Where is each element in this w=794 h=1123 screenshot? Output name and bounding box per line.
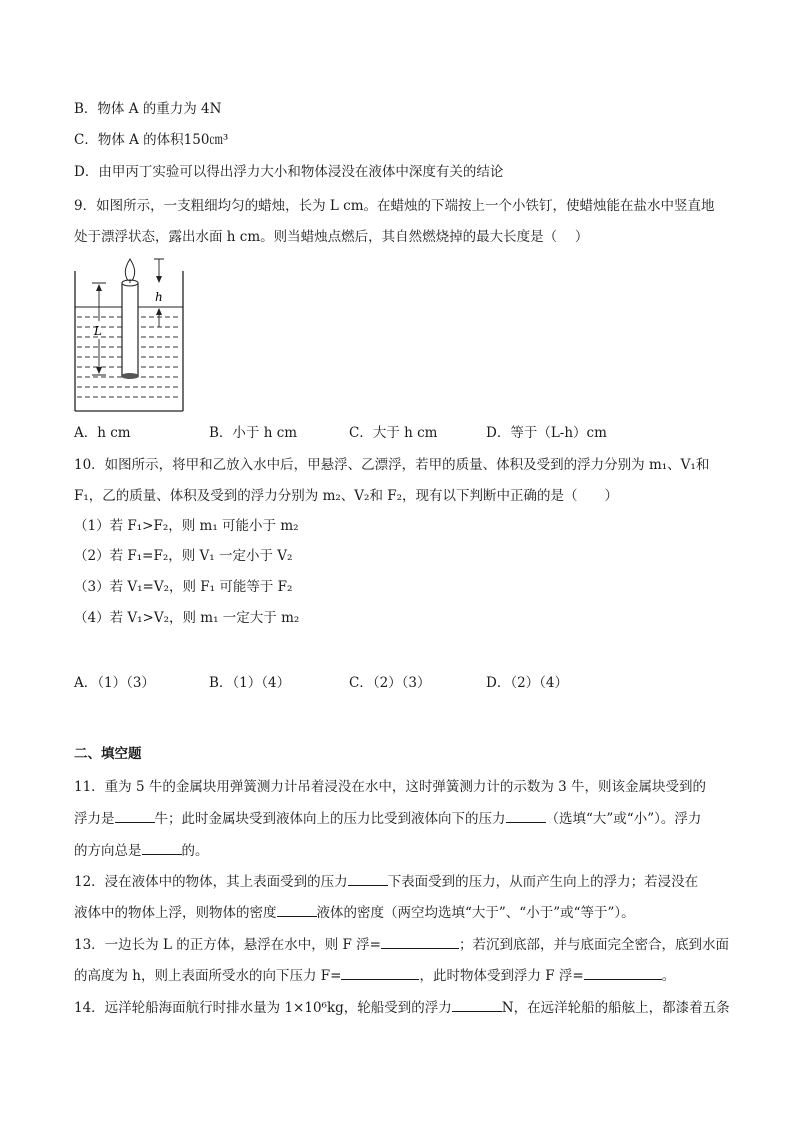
q9-option-a: A．h cm (74, 425, 131, 441)
q12-text-c: 液体中的物体上浮，则物体的密度 (74, 905, 277, 921)
q10-option-c: C．（2）（3） (349, 675, 431, 691)
q9-label-L: L (94, 324, 102, 338)
q10-option-a: A．（1）（3） (74, 675, 155, 691)
q14-text-b: N，在远洋轮船的船舷上，都漆着五条 (501, 1000, 730, 1016)
q10-statement-1: （1）若 F₁>F₂，则 m₁ 可能小于 m₂ (74, 518, 299, 534)
q11-text-e: 的。 (181, 843, 209, 859)
q10-statement-2: （2）若 F₁=F₂，则 V₁ 一定小于 V₂ (74, 548, 293, 564)
q12-blank-2[interactable] (277, 902, 317, 917)
q8-option-d: D．由甲丙丁实验可以得出浮力大小和物体浸没在液体中深度有关的结论 (74, 164, 504, 180)
q13-line2 (74, 965, 675, 986)
q8-option-c: C．物体 A 的体积150㎝³ (74, 132, 229, 148)
q13-text-e: 。 (661, 968, 676, 984)
q8-option-b: B．物体 A 的重力为 4N (74, 101, 222, 117)
q10-statement-4: （4）若 V₁>V₂，则 m₁ 一定大于 m₂ (74, 610, 300, 626)
q9-label-h: h (155, 290, 163, 304)
q10-option-d: D．（2）（4） (486, 675, 569, 691)
q9-option-c: C．大于 h cm (349, 425, 438, 441)
q11-line1: 11．重为 5 牛的金属块用弹簧测力计吊着浸没在水中，这时弹簧测力计的示数为 3 牛，则该金属块受到的 (74, 779, 707, 795)
q13-text-a: 13．一边长为 L 的正方体，悬浮在水中，则 F 浮= (74, 937, 381, 953)
q13-blank-2[interactable] (341, 965, 419, 980)
q11-blank-1[interactable] (115, 808, 155, 823)
q13-text-d: ，此时物体受到浮力 F 浮= (419, 968, 584, 984)
q11-text-a: 浮力是 (74, 811, 115, 827)
q12-blank-1[interactable] (348, 871, 388, 886)
q13-blank-3[interactable] (584, 965, 662, 980)
q9-stem-line1: 9．如图所示，一支粗细均匀的蜡烛，长为 L cm。在蜡烛的下端按上一个小铁钉，使蜡烛能在盐水中竖直地 (74, 198, 715, 214)
q12-text-a: 12．浸在液体中的物体，其上表面受到的压力 (74, 874, 348, 890)
q9-stem-line2: 处于漂浮状态，露出水面 h cm。则当蜡烛点燃后，其自然燃烧掉的最大长度是（ ） (74, 229, 589, 245)
section-heading: 二、填空题 (74, 746, 142, 762)
q13-line1 (74, 934, 729, 955)
q11-text-b: 牛；此时金属块受到液体向上的压力比受到液体向下的压力 (154, 811, 506, 827)
q11-line2 (74, 808, 701, 829)
q9-option-b: B．小于 h cm (209, 425, 298, 441)
q13-blank-1[interactable] (381, 934, 459, 949)
q12-text-b: 下表面受到的压力，从而产生向上的浮力；若浸没在 (387, 874, 699, 890)
q9-candle-figure (70, 255, 188, 415)
q10-stem-line1: 10．如图所示，将甲和乙放入水中后，甲悬浮、乙漂浮，若甲的质量、体积及受到的浮力分别为 m₁、V₁和 (74, 457, 710, 473)
q11-blank-2[interactable] (506, 808, 546, 823)
q14-text-a: 14．远洋轮船海面航行时排水量为 1×10⁶kg，轮船受到的浮力 (74, 1000, 452, 1016)
q11-line3 (74, 840, 209, 861)
q9-option-d: D．等于（L-h）cm (486, 425, 607, 441)
q12-line2 (74, 902, 635, 923)
q12-line1 (74, 871, 698, 892)
q10-stem-line2: F₁，乙的质量、体积及受到的浮力分别为 m₂、V₂和 F₂，现有以下判断中正确的是（ ） (74, 488, 619, 504)
q14-blank-1[interactable] (452, 997, 502, 1012)
q11-blank-3[interactable] (142, 840, 182, 855)
q14-line1 (74, 997, 730, 1018)
q13-text-b: ；若沉到底部，并与底面完全密合，底到水面 (459, 937, 729, 953)
q10-option-b: B．（1）（4） (209, 675, 291, 691)
q11-text-c: （选填“大”或“小”）。浮力 (545, 811, 702, 827)
q11-text-d: 的方向总是 (74, 843, 142, 859)
q13-text-c: 的高度为 h，则上表面所受水的向下压力 F= (74, 968, 342, 984)
q10-statement-3: （3）若 V₁=V₂，则 F₁ 可能等于 F₂ (74, 579, 293, 595)
q12-text-d: 液体的密度（两空均选填“大于”、“小于”或“等于”）。 (316, 905, 635, 921)
